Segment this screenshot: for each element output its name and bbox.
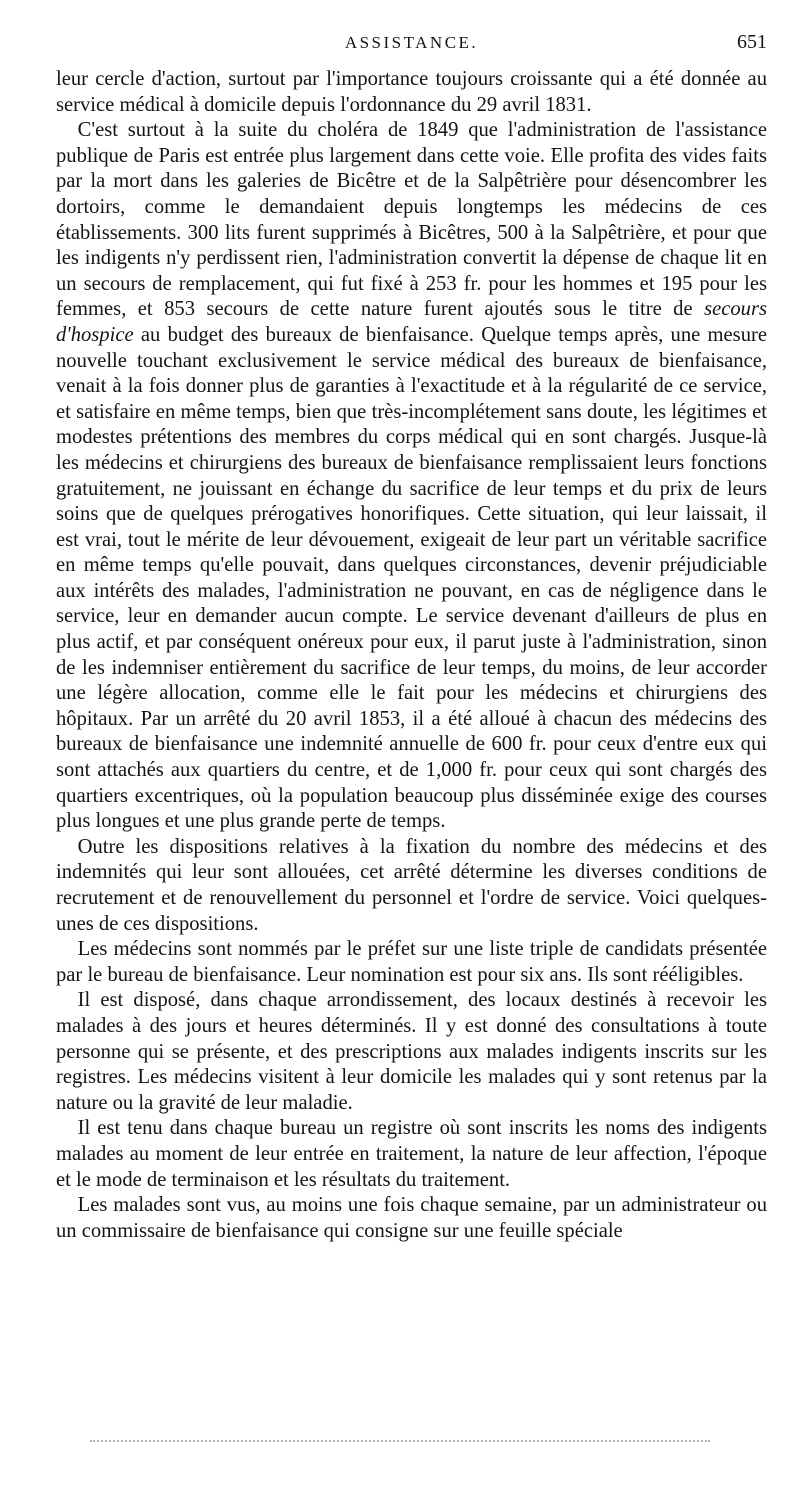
paragraph-2 [56,118,767,835]
paragraph-5: Il est disposé, dans chaque arrondissement, des locaux destinés à recevoir les malades à des jours et heures déterminés. Il y est donné des consultations à toute personne qui se présente, et des prescriptions aux malades indigents inscrits sur les registres. Les médecins visitent à leur domicile les malades qui y sont retenus par la nature ou la gravité de leur maladie. [56,989,767,1114]
paragraph-6: Il est tenu dans chaque bureau un registre où sont inscrits les noms des indigents malades au moment de leur entrée en traitement, la nature de leur affection, l'époque et le mode de terminaison et les résultats du traitement. [56,1117,767,1191]
paragraph-4: Les médecins sont nommés par le préfet sur une liste triple de candidats présentée par le bureau de bienfaisance. Leur nomination est pour six ans. Ils sont rééligibles. [56,938,767,986]
paragraph-3: Outre les dispositions relatives à la fixation du nombre des médecins et des indemnités qui leur sont allouées, cet arrêté détermine les diverses conditions de recrutement et de renouvellement du personnel et l'ordre de service. Voici quelques-unes de ces dispositions. [56,835,767,935]
paragraph-7: Les malades sont vus, au moins une fois chaque semaine, par un administrateur ou un commissaire de bienfaisance qui consigne sur une feuille spéciale [56,1194,767,1242]
running-head [56,31,767,57]
paragraph-1: leur cercle d'action, surtout par l'importance toujours croissante qui a été donnée au service médical à domicile depuis l'ordonnance du 29 avril 1831. [56,68,767,116]
running-title: ASSISTANCE. [344,33,479,52]
paragraph-2-part-2: au budget des bureaux de bienfaisance. Quelque temps après, une mesure nouvelle touchant exclusivement le service médical des bureaux de bienfaisance, venait à la fois donner plus de garanties à l'exactitude et à la régularité de ce service, et satisfaire en même temps, bien que très-incomplétement sans doute, les légitimes et modestes prétentions des membres du corps médical qui en sont chargés. Jusque-là les médecins et chirurgiens des bureaux de bienfaisance remplissaient leurs fonctions gratuitement, ne jouissant en échange du sacrifice de leur temps et du prix de leurs soins que de quelques prérogatives honorifiques. Cette situation, qui leur laissait, il est vrai, tout le mérite de leur dévouement, exigeait de leur part un véritable sacrifice en même temps qu'elle pouvait, dans quelques circonstances, devenir préjudiciable aux intérêts des malades, l'administration ne pouvant, en cas de négligence dans le service, leur en demander aucun compte. Le service devenant d'ailleurs de plus en plus actif, et par conséquent onéreux pour eux, il parut juste à l'administration, sinon de les indemniser entièrement du sacrifice de leur temps, du moins, de leur accorder une légère allocation, comme elle le fait pour les médecins et chirurgiens des hôpitaux. Par un arrêté du 20 avril 1853, il a été alloué à chacun des médecins des bureaux de bienfaisance une indemnité annuelle de 600 fr. pour ceux d'entre eux qui sont attachés aux quartiers du centre, et de 1,000 fr. pour ceux qui sont chargés des quartiers excentriques, où la population beaucoup plus disséminée exige des courses plus longues et une plus grande perte de temps. [56,323,767,833]
bottom-dotted-rule [90,1440,710,1442]
paragraph-2-part-1: C'est surtout à la suite du choléra de 1849 que l'administration de l'assistance publique de Paris est entrée plus largement dans cette voie. Elle profita des vides faits par la mort dans les galeries de Bicêtre et de la Salpêtrière pour désencombrer les dortoirs, comme le demandaient depuis longtemps les médecins de ces établissements. 300 lits furent supprimés à Bicêtres, 500 à la Salpêtrière, et pour que les indigents n'y perdissent rien, l'administration convertit la dépense de chaque lit en un secours de remplacement, qui fut fixé à 253 fr. pour les hommes et 195 pour les femmes, et 853 secours de cette nature furent ajoutés sous le titre de [56,119,767,321]
page-number: 651 [737,31,767,53]
secours-hospice-term: secours d'hospice [56,298,767,346]
body-text [56,67,767,1244]
